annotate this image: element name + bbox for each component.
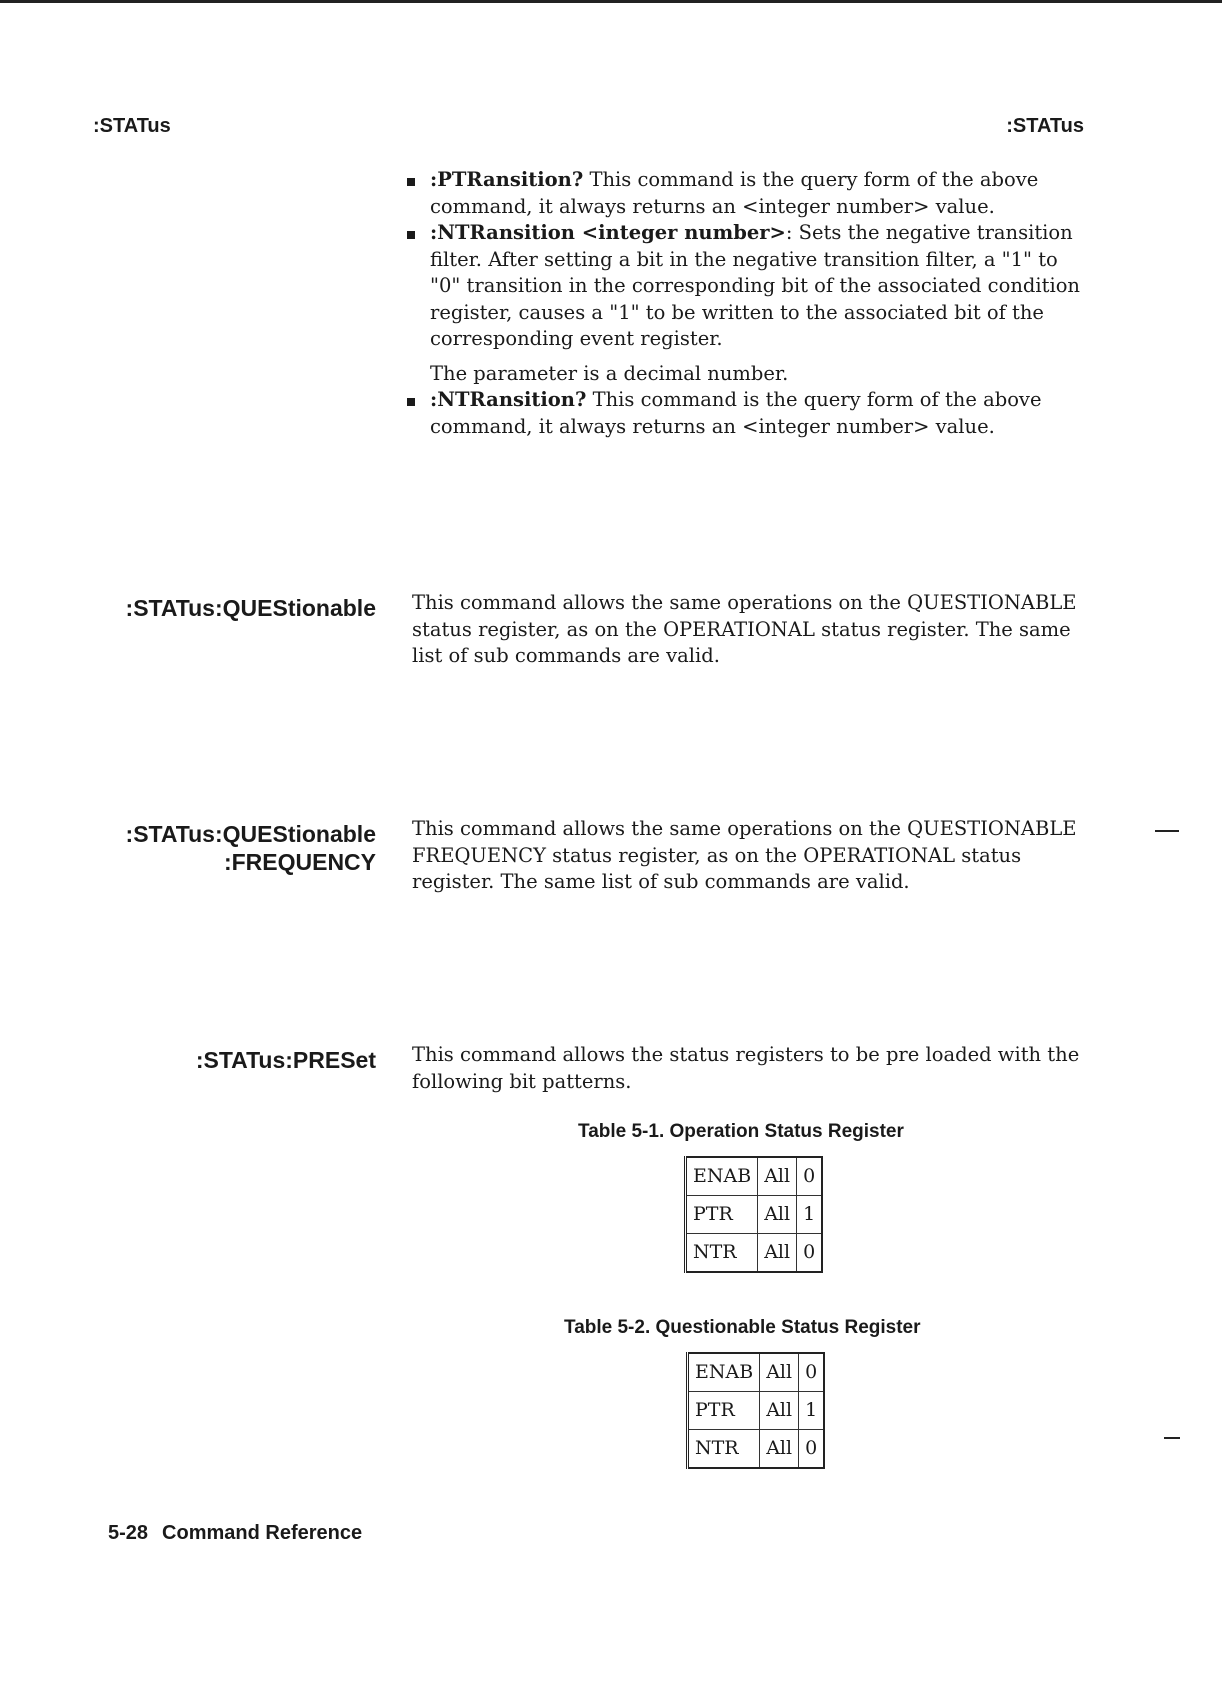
bullet-list bbox=[404, 167, 1084, 440]
command-description: This command is the query form of the above command, it always returns an <integer number> value. bbox=[430, 388, 1042, 438]
list-item bbox=[404, 220, 1084, 353]
table-cell: NTR bbox=[686, 1234, 758, 1273]
table-cell: PTR bbox=[688, 1392, 760, 1430]
table-cell: All bbox=[758, 1234, 797, 1273]
section-body-preset: This command allows the status registers to be pre loaded with the following bit patterns. bbox=[412, 1043, 1080, 1093]
table-row bbox=[686, 1196, 823, 1234]
top-rule bbox=[0, 0, 1222, 3]
table-cell: PTR bbox=[686, 1196, 758, 1234]
table-cell: All bbox=[760, 1353, 799, 1392]
table-row bbox=[688, 1392, 825, 1430]
table-cell: 0 bbox=[797, 1234, 823, 1273]
table-cell: ENAB bbox=[688, 1353, 760, 1392]
table-row bbox=[688, 1353, 825, 1392]
table-cell: NTR bbox=[688, 1430, 760, 1469]
heading-line: :FREQUENCY bbox=[223, 849, 376, 875]
table-cell: All bbox=[758, 1196, 797, 1234]
running-head-right: :STATus bbox=[1006, 115, 1084, 137]
table-cell: All bbox=[760, 1392, 799, 1430]
section-body-questionable-frequency: This command allows the same operations on the QUESTIONABLE FREQUENCY status register, as on the OPERATIONAL status register. The same list of sub commands are valid. bbox=[412, 817, 1077, 893]
table-cell: 0 bbox=[799, 1353, 825, 1392]
margin-mark bbox=[1155, 830, 1179, 832]
operation-status-table bbox=[684, 1156, 823, 1273]
table-cell: ENAB bbox=[686, 1157, 758, 1196]
list-note bbox=[404, 361, 1084, 388]
running-head-left: :STATus bbox=[93, 115, 171, 137]
section-heading-questionable-frequency bbox=[126, 820, 376, 876]
parameter-note: The parameter is a decimal number. bbox=[430, 361, 789, 385]
command-keyword: :NTRansition? bbox=[430, 388, 587, 411]
table-row bbox=[688, 1430, 825, 1469]
margin-mark bbox=[1164, 1437, 1180, 1439]
page-footer bbox=[108, 1522, 362, 1545]
table-row bbox=[686, 1157, 823, 1196]
bullet-square-icon bbox=[407, 178, 415, 186]
command-description: : Sets the negative transition filter. After setting a bit in the negative transition filter, a "1" to "0" transition in the corresponding bit of the associated condition register, causes a "1" to be written to the associated bit of the corresponding event register. bbox=[430, 221, 1080, 350]
questionable-status-table bbox=[686, 1352, 825, 1469]
list-item bbox=[404, 387, 1084, 440]
bullet-square-icon bbox=[407, 398, 415, 406]
command-keyword: :NTRansition <integer number> bbox=[430, 221, 786, 244]
section-heading-questionable: :STATus:QUEStionable bbox=[125, 595, 376, 621]
table-cell: All bbox=[758, 1157, 797, 1196]
table-row bbox=[686, 1234, 823, 1273]
footer-title: Command Reference bbox=[162, 1522, 363, 1544]
table-caption: Table 5-1. Operation Status Register bbox=[578, 1121, 904, 1142]
table-cell: 1 bbox=[797, 1196, 823, 1234]
table-caption: Table 5-2. Questionable Status Register bbox=[564, 1317, 921, 1338]
list-item bbox=[404, 167, 1084, 220]
bullet-square-icon bbox=[407, 231, 415, 239]
command-keyword: :PTRansition? bbox=[430, 168, 584, 191]
table-cell: 0 bbox=[799, 1430, 825, 1469]
section-heading-preset: :STATus:PRESet bbox=[195, 1047, 376, 1073]
table-cell: 1 bbox=[799, 1392, 825, 1430]
heading-line: :STATus:QUEStionable bbox=[125, 821, 376, 847]
command-description: This command is the query form of the above command, it always returns an <integer number> value. bbox=[430, 168, 1039, 218]
section-body-questionable: This command allows the same operations on the QUESTIONABLE status register, as on the OPERATIONAL status register. The same list of sub commands are valid. bbox=[412, 591, 1077, 667]
table-cell: All bbox=[760, 1430, 799, 1469]
table-cell: 0 bbox=[797, 1157, 823, 1196]
page-number: 5-28 bbox=[108, 1522, 149, 1544]
